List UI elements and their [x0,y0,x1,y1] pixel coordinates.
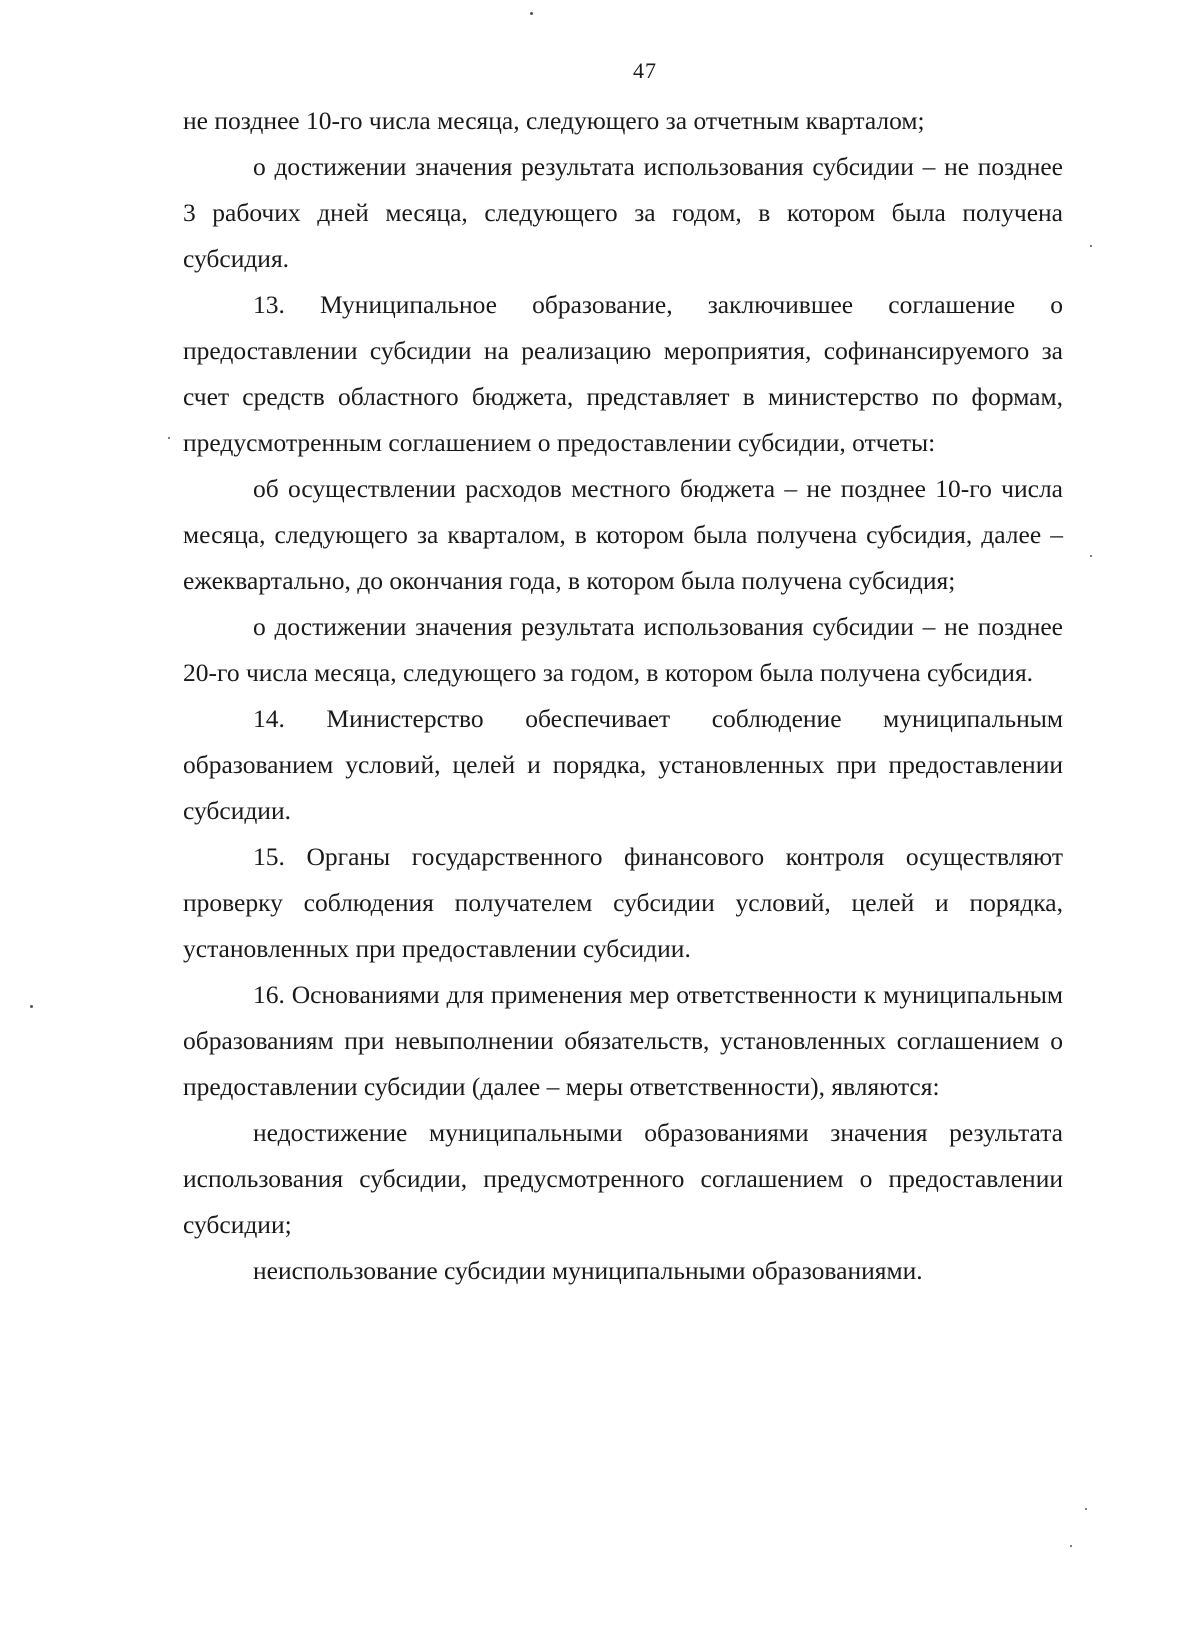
paragraph-13: 13. Муниципальное образование, заключившее соглашение о предоставлении субсидии на реализацию мероприятия, софинансируемого за счет средств областного бюджета, представляет в министерство по формам, предусмотренным соглашением о предоставлении субсидии, отчеты: [183,290,1063,457]
scan-speck [30,1005,33,1008]
paragraph-non-use: неиспользование субсидии муниципальными образованиями. [253,1256,923,1285]
paragraph-continuation: не позднее 10-го числа месяца, следующего за отчетным кварталом; [183,106,925,135]
paragraph-result-report-annual: о достижении значения результата использования субсидии – не позднее 20-го числа месяца, следующего за годом, в котором была получена субсидия. [183,612,1063,687]
page-number: 47 [633,58,657,83]
scan-speck [1085,1508,1087,1510]
paragraph-15: 15. Органы государственного финансового контроля осуществляют проверку соблюдения получателем субсидии условий, целей и порядка, установленных при предоставлении субсидии. [183,842,1063,963]
scan-speck [168,437,170,439]
paragraph-14: 14. Министерство обеспечивает соблюдение муниципальным образованием условий, целей и порядка, установленных при предоставлении субсидии. [183,704,1063,825]
scan-speck [530,12,533,15]
paragraph-expense-report: об осуществлении расходов местного бюджета – не позднее 10-го числа месяца, следующего за кварталом, в котором была получена субсидия, далее – ежеквартально, до окончания года, в котором была получена субсидия; [183,474,1063,595]
paragraph-result-report: о достижении значения результата использования субсидии – не позднее 3 рабочих дней месяца, следующего за годом, в котором была получена субсидия. [183,152,1063,273]
scan-speck [1090,555,1092,557]
scan-speck [1070,1545,1072,1547]
document-body [183,98,1063,1294]
scan-speck [1090,245,1092,247]
paragraph-non-achievement: недостижение муниципальными образованиями значения результата использования субсидии, предусмотренного соглашением о предоставлении субсидии; [183,1118,1063,1239]
paragraph-16: 16. Основаниями для применения мер ответственности к муниципальным образованиям при невыполнении обязательств, установленных соглашением о предоставлении субсидии (далее – меры ответственности), являются: [183,980,1063,1101]
